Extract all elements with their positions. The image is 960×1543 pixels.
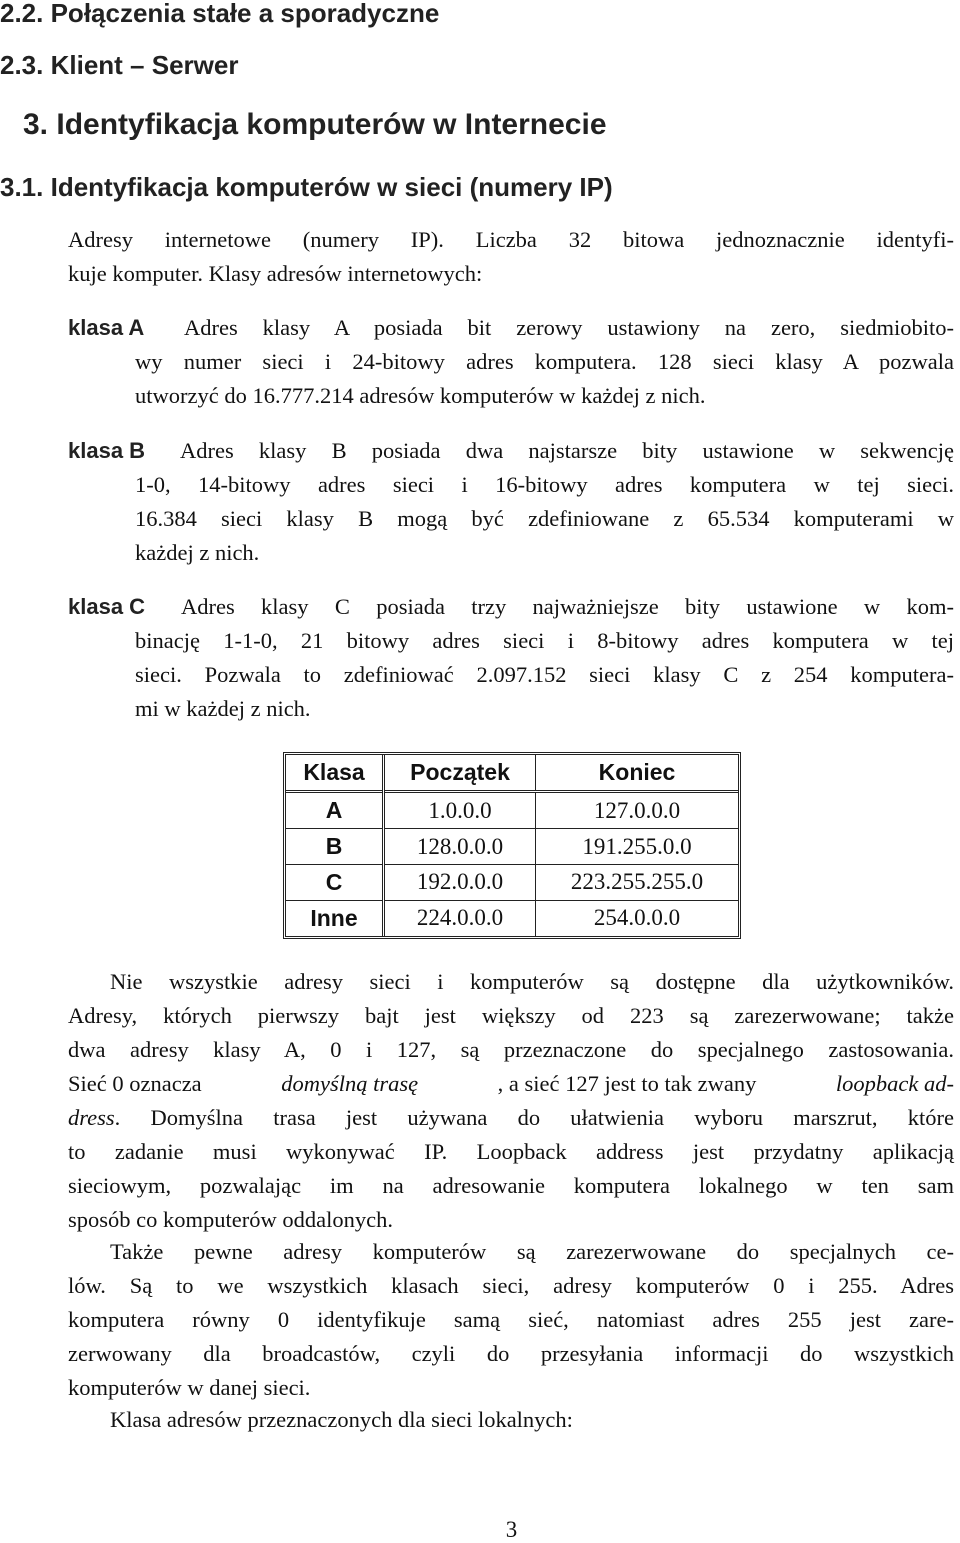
intro-line-1: Adresy internetowe (numery IP). Liczba 32 bitowa jednoznacznie identyfi- [68,227,954,252]
para1-line-2: Adresy, których pierwszy bajt jest większy od 223 są zarezerwowane; także [68,1003,954,1028]
table-row [286,865,738,901]
para2-line-1: Także pewne adresy komputerów są zarezerwowane do specjalnych ce- [110,1239,954,1264]
table-header-cell: Koniec [598,759,676,785]
table-cell: A [286,792,384,829]
class-a-line-1: Adres klasy A posiada bit zerowy ustawiony na zero, siedmiobito- [184,315,954,340]
para1-line-5 [68,1107,954,1130]
class-b-line-4: każdej z nich. [135,540,260,565]
para2-line-3: komputera równy 0 identyfikuje samą sieć, natomiast adres 255 jest zare- [68,1307,954,1332]
table-row [286,829,738,865]
class-a-term: klasa A [68,315,145,340]
table-cell: 1.0.0.0 [384,792,536,829]
class-c-line-1: Adres klasy C posiada trzy najważniejsze bity ustawione w kom- [181,594,954,619]
class-b-line-2: 1-0, 14-bitowy adres sieci i 16-bitowy adres komputera w tej sieci. [135,472,954,497]
class-c-line-3: sieci. Pozwala to zdefiniować 2.097.152 sieci klasy C z 254 komputera- [135,662,954,687]
para1-line-8: sposób co komputerów oddalonych. [68,1207,393,1232]
table-header-cell: Klasa [286,755,384,792]
table-cell: 191.255.0.0 [536,829,739,865]
table-cell: 128.0.0.0 [384,829,536,865]
class-b-line-3: 16.384 sieci klasy B mogą być zdefiniowane z 65.534 komputerami w [135,506,954,531]
table-cell: 127.0.0.0 [536,792,739,829]
table-cell: 254.0.0.0 [536,900,739,936]
para2-line-4: zerwowany dla broadcastów, czyli do przesyłania informacji do wszystkich [68,1341,954,1366]
class-a-line-3: utworzyć do 16.777.214 adresów komputerów w każdej z nich. [135,383,706,408]
class-a-line-2: wy numer sieci i 24-bitowy adres komputera. 128 sieci klasy A pozwala [135,349,954,374]
page-number: 3 [505,1517,518,1542]
chapter-heading-3: 3. Identyfikacja komputerów w Internecie [23,108,607,141]
section-heading-2-3: 2.3. Klient – Serwer [0,50,239,80]
table-cell: Inne [286,900,384,936]
class-c-term: klasa C [68,594,146,619]
table-cell: C [286,865,384,901]
class-b-term: klasa B [68,438,146,463]
para2-line-2: lów. Są to we wszystkich klasach sieci, adresy komputerów 0 i 255. Adres [68,1273,954,1298]
class-b-line-1: Adres klasy B posiada dwa najstarsze bity ustawione w sekwencję [180,438,954,463]
loopback-term: loopback ad- [835,1071,954,1096]
table-cell: 192.0.0.0 [384,865,536,901]
para1-line-7: sieciowym, pozwalając im na adresowanie komputera lokalnego w ten sam [68,1173,954,1198]
table-header-cell: Początek [384,755,536,792]
section-heading-3-1: 3.1. Identyfikacja komputerów w sieci (numery IP) [0,172,613,202]
para1-text: Sieć 0 oznacza [68,1071,202,1096]
para3-line-1: Klasa adresów przeznaczonych dla sieci lokalnych: [110,1407,573,1432]
ip-class-table [283,752,741,939]
para1-line-4 [68,1073,954,1096]
class-c-line-4: mi w każdej z nich. [135,696,311,721]
para1-text: . Domyślna trasa jest używana do ułatwienia wyboru marszrut, które [114,1105,954,1130]
para1-line-1: Nie wszystkie adresy sieci i komputerów są dostępne dla użytkowników. [110,969,954,994]
table-cell: 224.0.0.0 [384,900,536,936]
table-row [286,900,738,936]
para1-line-6: to zadanie musi wykonywać IP. Loopback address jest przydatny aplikacją [68,1139,954,1164]
table-cell: 223.255.255.0 [536,865,739,901]
loopback-term-end: dress [68,1105,115,1130]
section-heading-2-2: 2.2. Połączenia stałe a sporadyczne [0,0,440,28]
para1-text: , a sieć 127 jest to tak zwany [497,1071,757,1096]
para2-line-5: komputerów w danej sieci. [68,1375,311,1400]
table-row [286,792,738,829]
para1-line-3: dwa adresy klasy A, 0 i 127, są przeznaczone do specjalnego zastosowania. [68,1037,954,1062]
default-route-term: domyślną trasę [281,1071,419,1096]
table-header-row [286,755,738,792]
table-cell: B [286,829,384,865]
class-c-line-2: binację 1-1-0, 21 bitowy adres sieci i 8-bitowy adres komputera w tej [135,628,954,653]
intro-line-2: kuje komputer. Klasy adresów internetowych: [68,261,483,286]
